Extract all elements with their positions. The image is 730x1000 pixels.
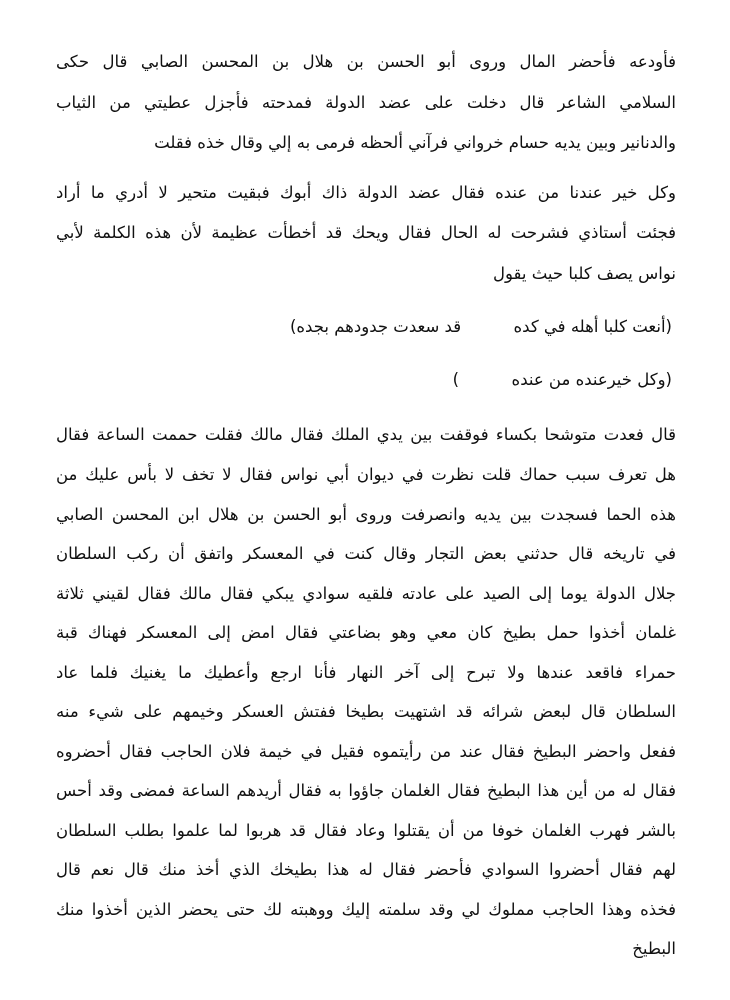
text-line: في تاريخه قال حدثني بعض التجار وقال كنت في المعسكر واتفق أن ركب السلطان [56, 544, 676, 563]
text-line: السلامي الشاعر قال دخلت على عضد الدولة فمدحته فأجزل عطيتي من الثياب [56, 93, 676, 112]
text-line: حمراء فاقعد عندها ولا تبرح إلى آخر النهار فأنا ارجع وأعطيك ما يغنيك فلما عاد [56, 663, 676, 682]
text-line: هذه الحما فسجدت بين يديه وانصرفت وروى أبو الحسن بن هلال ابن المحسن الصابي [56, 505, 676, 524]
text-line: وكل خير عندنا من عنده فقال عضد الدولة ذاك أبوك فبقيت متحير لا أدري ما أراد [56, 183, 676, 202]
text-line: ففعل واحضر البطيخ فقال عند من رأيتموه فقيل في خيمة فلان الحاجب فقال أحضروه [56, 742, 676, 761]
text-line: فجئت أستاذي فشرحت له الحال فقال ويحك قد أخطأت عظيمة لأن هذه الكلمة لأبي [56, 223, 676, 242]
text-line: غلمان أخذوا حمل بطيخ كان معي وهو بضاعتي فقال امض إلى المعسكر فهناك قبة [56, 623, 676, 642]
verse-line: (أنعت كلبا أهله في كده قد سعدت جدودهم بجده) [289, 317, 672, 336]
text-line: فأودعه فأحضر المال وروى أبو الحسن بن هلال بن المحسن الصابي قال حكى [56, 52, 676, 71]
text-line: قال فعدت متوشحا بكساء فوقفت بين يدي الملك فقال مالك فقلت حممت الساعة فقال [56, 425, 676, 444]
text-line: بالشر فهرب الغلمان خوفا من أن يقتلوا وعاد فقال قد هربوا لما علموا بطلب السلطان [56, 821, 676, 840]
verse-line: (وكل خيرعنده من عنده ) [452, 370, 672, 389]
text-line: السلطان قال لبعض شرائه قد اشتهيت بطيخا ففتش العسكر وخيمهم على شيء منه [56, 702, 676, 721]
text-line: هل تعرف سبب حماك قلت نظرت في ديوان أبي نواس فقال لا تخف لا بأس عليك من [56, 465, 676, 484]
text-line: والدنانير وبين يديه حسام خرواني فرآني ألحظه فرمى به إلي وقال خذه فقلت [154, 133, 676, 152]
text-line: فخذه وهذا الحاجب مملوك لي وقد سلمته إليك ووهبته لك حتى يحضر الذين أخذوا منك [56, 900, 676, 919]
text-line: لهم فقال أحضروا السوادي فأحضر فقال له هذا بطيخك الذي أخذ منك قال نعم قال [56, 860, 676, 879]
text-line: البطيخ [632, 939, 676, 958]
text-line: نواس يصف كلبا حيث يقول [493, 264, 676, 283]
text-line: فقال له من أين هذا البطيخ فقال الغلمان جاؤوا به فقال أريدهم الساعة فمضى وقد أحس [56, 781, 676, 800]
text-line: جلال الدولة يوما إلى الصيد على عادته فلقيه سوادي يبكي فقال مالك فقال لقيني ثلاثة [56, 584, 676, 603]
